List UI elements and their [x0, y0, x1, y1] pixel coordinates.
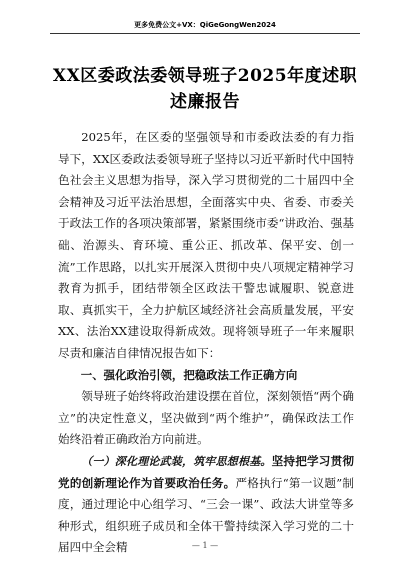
header-rule — [50, 33, 360, 34]
intro-paragraph: 2025年，在区委的坚强领导和市委政法委的有力指导下，XX区委政法委领导班子坚持以习近平新时代中国特色社会主义思想为指导，深入学习贯彻党的二十届四中全会精神及习近平法治思想，全面落实中央、省委、市委关于政法工作的各项决策部署，紧紧围绕市委“讲政治、强基础、治源头、育环境、重公正、抓改革、保平安、创一流”工作思路，以扎实开展深入贯彻中央八项规定精神学习教育为抓手，团结带领全区政法干警忠诚履职、锐意进取、真抓实干，全力护航区域经济社会高质量发展，平安XX、法治XX建设取得新成效。现将领导班子一年来履职尽责和廉洁自律情况报告如下： — [58, 130, 354, 360]
subsection-1-lead: 坚持把学习贯彻党的创新理论作为首要政治任务。 — [58, 453, 354, 490]
header-note: 更多免费公文+VX：QiGeGongWen2024 — [134, 21, 276, 29]
section-heading-1: 一、强化政治引领，把稳政法工作正确方向 — [80, 367, 298, 382]
document-title: XX区委政法委领导班子2025年度述职述廉报告 — [52, 66, 358, 112]
document-body — [58, 127, 354, 559]
subsection-heading-1: （一）深化理论武装，筑牢思想根基。 — [81, 454, 272, 468]
page-number: — 1 — — [191, 541, 219, 550]
subsection-1-body: 严格执行“第一议题”制度，通过理论中心组学习、“三会一课”、政法大讲堂等多种形式，组织班子成员和全体干警持续深入学习党的二十届四中全会精 — [58, 475, 354, 555]
section-1-paragraph: 领导班子始终将政治建设摆在首位，深刻领悟“两个确立”的决定性意义，坚决做到“两个维护”，确保政法工作始终沿着正确政治方向前进。 — [58, 389, 354, 447]
